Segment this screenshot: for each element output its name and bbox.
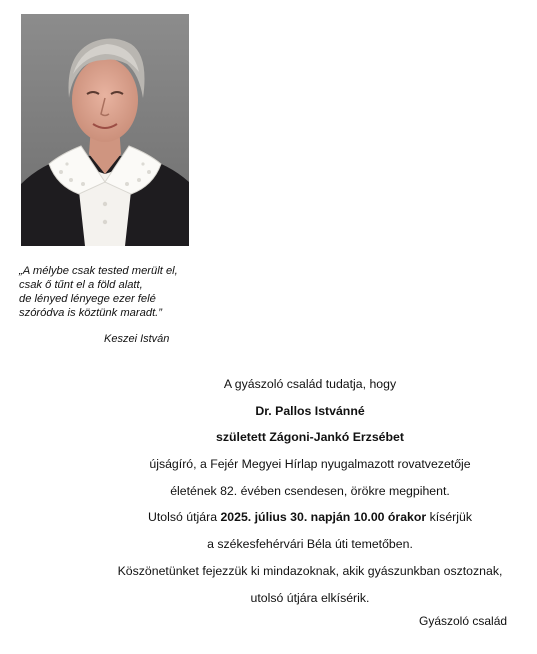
notice-intro: A gyászoló család tudatja, hogy	[223, 377, 397, 391]
occupation-text: újságíró, a Fejér Megyei Hírlap nyugalmazott rovatvezetője	[149, 457, 471, 472]
deceased-name: Dr. Pallos Istvánné	[255, 403, 365, 418]
thanks-text-2: utolsó útjára elkísérik.	[250, 590, 370, 605]
quote-line: szóródva is köztünk maradt.”	[19, 307, 163, 319]
memorial-quote	[19, 264, 219, 320]
funeral-suffix: kísérjük	[426, 510, 472, 525]
quote-line: de lényed lényege ezer felé	[19, 293, 156, 305]
death-notice	[70, 371, 537, 611]
funeral-prefix: Utolsó útjára	[148, 510, 221, 525]
signature: Gyászoló család	[419, 614, 508, 628]
age-text: életének 82. évében csendesen, örökre megpihent.	[170, 483, 450, 498]
funeral-datetime: 2025. július 30. napján 10.00 órakor	[220, 510, 427, 525]
funeral-place: a székesfehérvári Béla úti temetőben.	[207, 537, 413, 552]
quote-line: „A mélybe csak tested merült el,	[19, 265, 178, 277]
funeral-text	[70, 504, 537, 531]
quote-author: Keszei István	[104, 333, 170, 345]
quote-line: csak ő tűnt el a föld alatt,	[19, 279, 143, 291]
portrait-photo	[21, 14, 189, 246]
birth-name: született Zágoni-Jankó Erzsébet	[216, 430, 404, 445]
thanks-text: Köszönetünket fejezzük ki mindazoknak, akik gyászunkban osztoznak,	[117, 563, 503, 578]
